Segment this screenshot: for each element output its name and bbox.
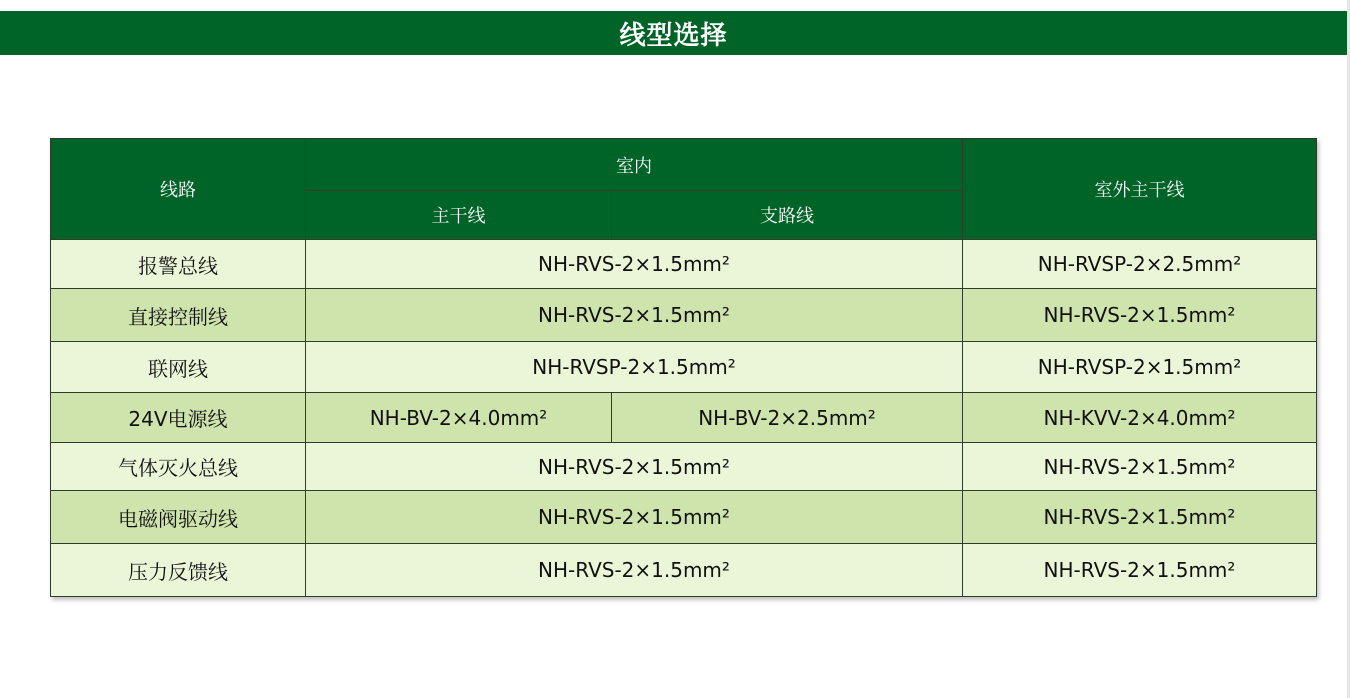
row-outdoor: NH-RVS-2×1.5mm² (963, 544, 1317, 597)
row-name: 24V电源线 (51, 393, 306, 443)
row-outdoor: NH-RVS-2×1.5mm² (963, 443, 1317, 491)
row-name: 压力反馈线 (51, 544, 306, 597)
table-row (51, 443, 1317, 491)
row-indoor: NH-RVS-2×1.5mm² (306, 240, 963, 289)
row-name: 气体灭火总线 (51, 443, 306, 491)
table-row (51, 491, 1317, 544)
row-outdoor: NH-RVS-2×1.5mm² (963, 491, 1317, 544)
row-name: 电磁阀驱动线 (51, 491, 306, 544)
header-route: 线路 (51, 139, 306, 240)
row-name: 联网线 (51, 342, 306, 393)
header-main-line: 主干线 (306, 191, 612, 240)
row-indoor: NH-RVS-2×1.5mm² (306, 289, 963, 342)
table-header-row (51, 139, 1317, 191)
row-indoor: NH-RVS-2×1.5mm² (306, 544, 963, 597)
row-outdoor: NH-RVS-2×1.5mm² (963, 289, 1317, 342)
row-name: 直接控制线 (51, 289, 306, 342)
table-row (51, 544, 1317, 597)
row-outdoor: NH-RVSP-2×1.5mm² (963, 342, 1317, 393)
row-indoor-main: NH-BV-2×4.0mm² (306, 393, 612, 443)
table-row (51, 240, 1317, 289)
row-outdoor: NH-RVSP-2×2.5mm² (963, 240, 1317, 289)
page-title: 线型选择 (0, 11, 1347, 55)
header-branch-line: 支路线 (612, 191, 963, 240)
row-name: 报警总线 (51, 240, 306, 289)
row-indoor: NH-RVS-2×1.5mm² (306, 443, 963, 491)
table-row (51, 393, 1317, 443)
wire-type-table (50, 138, 1317, 597)
header-indoor: 室内 (306, 139, 963, 191)
table-row (51, 289, 1317, 342)
row-indoor-branch: NH-BV-2×2.5mm² (612, 393, 963, 443)
row-indoor: NH-RVSP-2×1.5mm² (306, 342, 963, 393)
table-row (51, 342, 1317, 393)
row-outdoor: NH-KVV-2×4.0mm² (963, 393, 1317, 443)
row-indoor: NH-RVS-2×1.5mm² (306, 491, 963, 544)
header-outdoor-main: 室外主干线 (963, 139, 1317, 240)
